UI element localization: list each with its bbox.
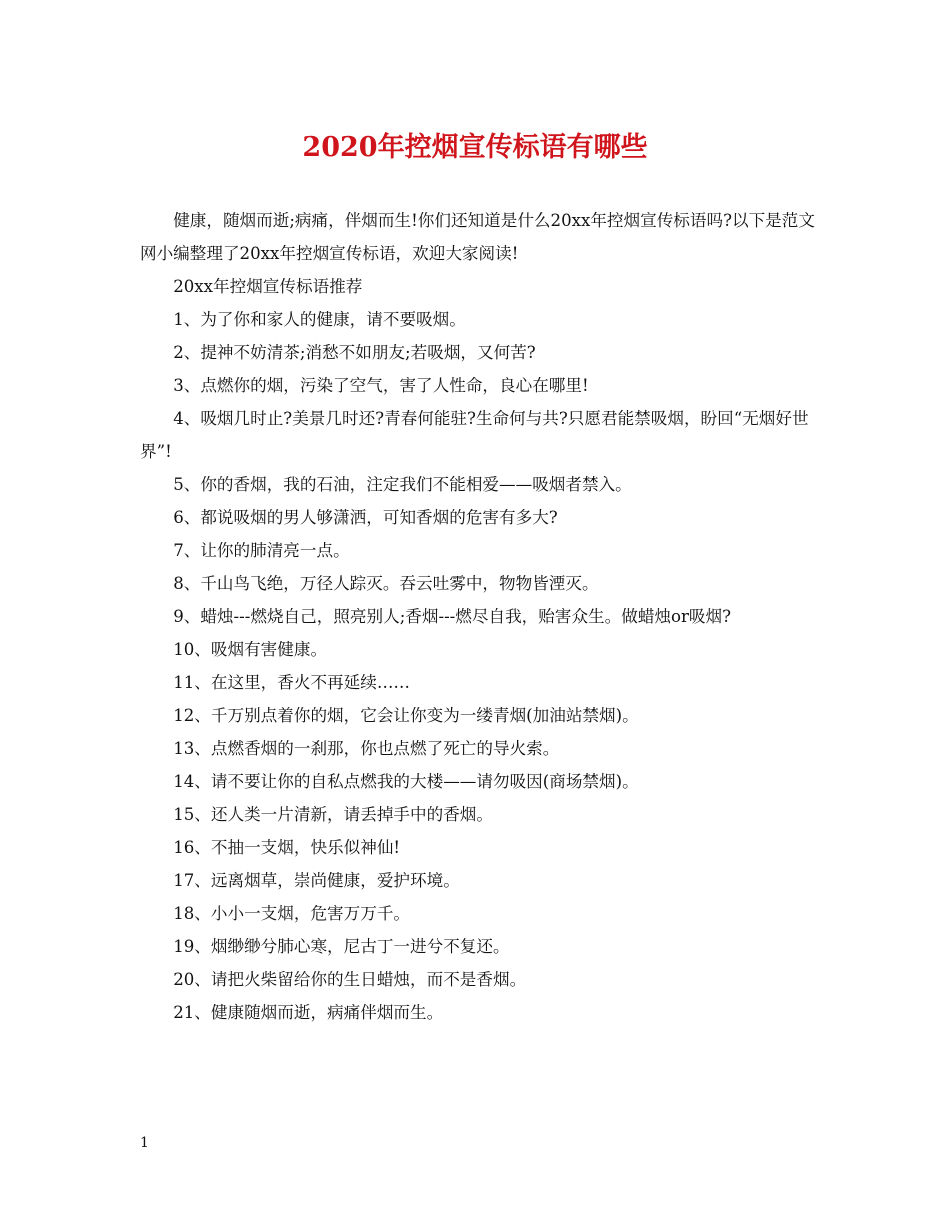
document-body xyxy=(140,204,816,1029)
slogan-item: 12、千万别点着你的烟，它会让你变为一缕青烟(加油站禁烟)。 xyxy=(173,706,639,725)
intro-paragraph: 健康，随烟而逝;病痛，伴烟而生!你们还知道是什么20xx年控烟宣传标语吗?以下是范文网小编整理了20xx年控烟宣传标语，欢迎大家阅读! xyxy=(140,211,815,263)
slogan-item: 9、蜡烛---燃烧自己，照亮别人;香烟---燃尽自我，贻害众生。做蜡烛or吸烟? xyxy=(173,607,732,626)
slogan-item: 20、请把火柴留给你的生日蜡烛，而不是香烟。 xyxy=(173,970,527,989)
slogan-item: 4、吸烟几时止?美景几时还?青春何能驻?生命何与共?只愿君能禁吸烟，盼回“无烟好世界”! xyxy=(140,409,809,461)
slogan-item: 13、点燃香烟的一刹那，你也点燃了死亡的导火索。 xyxy=(173,739,560,758)
slogan-item: 18、小小一支烟，危害万万千。 xyxy=(173,904,411,923)
document-title: 2020年控烟宣传标语有哪些 xyxy=(302,132,648,163)
slogan-item: 16、不抽一支烟，快乐似神仙! xyxy=(173,838,401,857)
slogan-item: 17、远离烟草，崇尚健康，爱护环境。 xyxy=(173,871,460,890)
slogan-item: 7、让你的肺清亮一点。 xyxy=(173,541,350,560)
page-number: 1 xyxy=(140,1135,149,1151)
slogan-item: 15、还人类一片清新，请丢掉手中的香烟。 xyxy=(173,805,493,824)
section-heading: 20xx年控烟宣传标语推荐 xyxy=(173,277,363,296)
slogan-item: 11、在这里，香火不再延续…… xyxy=(173,673,411,692)
slogan-item: 10、吸烟有害健康。 xyxy=(173,640,328,659)
slogan-item: 2、提神不妨清茶;消愁不如朋友;若吸烟，又何苦? xyxy=(173,343,536,362)
slogan-item: 19、烟缈缈兮肺心寒，尼古丁一进兮不复还。 xyxy=(173,937,510,956)
slogan-item: 3、点燃你的烟，污染了空气，害了人性命，良心在哪里! xyxy=(173,376,589,395)
slogan-item: 1、为了你和家人的健康，请不要吸烟。 xyxy=(173,310,466,329)
slogan-item: 21、健康随烟而逝，病痛伴烟而生。 xyxy=(173,1003,444,1022)
slogan-item: 8、千山鸟飞绝，万径人踪灭。吞云吐雾中，物物皆湮灭。 xyxy=(173,574,599,593)
slogan-item: 14、请不要让你的自私点燃我的大楼——请勿吸因(商场禁烟)。 xyxy=(173,772,639,791)
slogan-item: 5、你的香烟，我的石油，注定我们不能相爱——吸烟者禁入。 xyxy=(173,475,632,494)
slogan-item: 6、都说吸烟的男人够潇洒，可知香烟的危害有多大? xyxy=(173,508,558,527)
